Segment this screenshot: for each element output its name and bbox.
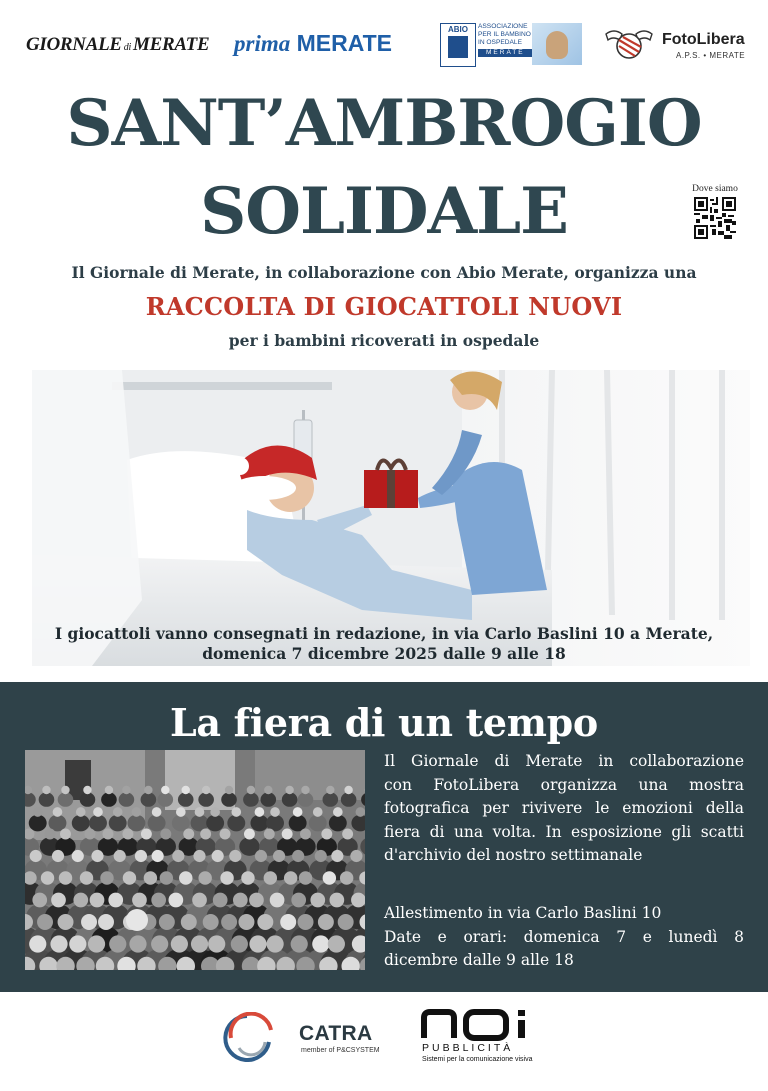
catra-logo: CATRA member of P&CSYSTEM [215, 1012, 385, 1062]
giornale-di-merate-logo: GIORNALE di MERATE [26, 34, 210, 55]
crowd-illustration [25, 750, 365, 970]
main-title-line-1: SANT’AMBROGIO [66, 86, 702, 161]
noi-wordmark [420, 1008, 550, 1042]
delivery-info-line-2: domenica 7 dicembre 2025 dalle 9 alle 18 [202, 644, 566, 663]
hospital-gift-photo [32, 370, 750, 666]
historic-fair-crowd-photo [25, 750, 365, 970]
abio-emblem: ABIO [440, 23, 476, 67]
hospital-scene-illustration [32, 370, 750, 666]
teddy-bear-icon [532, 23, 582, 65]
abio-merate-logo [440, 23, 582, 67]
qr-label: Dove siamo [692, 184, 738, 194]
toy-drive-headline: RACCOLTA DI GIOCATTOLI NUOVI [145, 292, 623, 321]
sponsor-footer [0, 992, 768, 1091]
abio-name: ASSOCIAZIONE PER IL BAMBINO IN OSPEDALE MERATE [478, 23, 531, 56]
intro-text: Il Giornale di Merate, in collaborazione con Abio Merate, organizza una [71, 263, 697, 282]
location-qr[interactable] [686, 184, 744, 239]
noi-pubblicita-logo: PUBBLICITÀ Sistemi per la comunicazione visiva [420, 1008, 560, 1068]
toy-drive-subheadline: per i bambini ricoverati in ospedale [228, 331, 540, 350]
sponsor-logos-header [22, 20, 746, 70]
catra-swirl-icon [217, 1012, 283, 1062]
fotolibera-logo: FotoLibera A.P.S. • MERATE [600, 22, 750, 68]
fiera-schedule: Allestimento in via Carlo Baslini 10 Date e orari: domenica 7 e lunedì 8 dicembre dalle 9 alle 18 [384, 904, 744, 969]
fiera-title: La fiera di un tempo [170, 700, 598, 745]
delivery-info-line-1: I giocattoli vanno consegnati in redazione, in via Carlo Baslini 10 a Merate, [54, 624, 714, 643]
fiera-description: Il Giornale di Merate in collaborazione con FotoLibera organizza una mostra fotografica per rivivere le emozioni della fiera di una volta. In esposizione gli scatti d'archivio del nostro settimanale [384, 752, 744, 864]
camera-wings-icon [602, 26, 656, 62]
qr-code-icon[interactable] [694, 197, 736, 239]
main-title-line-2: SOLIDALE [200, 174, 568, 249]
abio-figure-icon [448, 36, 468, 58]
prima-merate-logo: prima MERATE [234, 30, 393, 56]
